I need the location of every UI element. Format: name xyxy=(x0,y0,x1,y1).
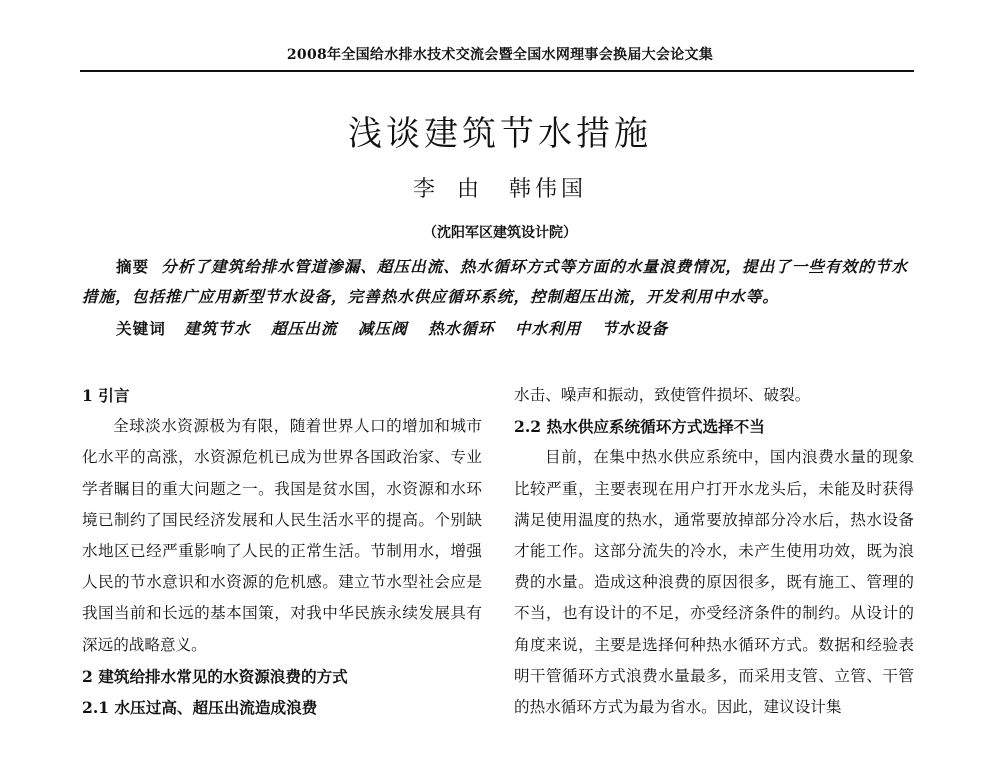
keyword: 减压阀 xyxy=(357,319,408,338)
affiliation: （沈阳军区建筑设计院） xyxy=(423,225,577,241)
subsection-heading: 2.2 热水供应系统循环方式选择不当 xyxy=(514,417,765,437)
body-paragraph: 全球淡水资源极为有限，随着世界人口的增加和城市化水平的高涨，水资源危机已成为世界各国政治家、专业学者瞩目的重大问题之一。我国是贫水国，水资源和水环境已制约了国民经济发展和人民生活水平的提高。个别缺水地区已经严重影响了人民的正常生活。节制用水，增强人民的节水意识和水资源的危机感。建立节水型社会应是我国当前和长远的基本国策，对我中华民族永续发展具有深远的战略意义。 xyxy=(82,417,482,654)
abstract-label: 摘要 xyxy=(116,257,150,276)
keywords-label: 关键词 xyxy=(116,319,166,338)
keyword: 节水设备 xyxy=(601,319,669,338)
section-heading: 2 建筑给排水常见的水资源浪费的方式 xyxy=(82,666,348,686)
abstract-text: 分析了建筑给排水管道渗漏、超压出流、热水循环方式等方面的水量浪费情况，提出了一些有效的节水措施，包括推广应用新型节水设备，完善热水供应循环系统，控制超压出流，开发利用中水等。 xyxy=(82,257,908,306)
keywords xyxy=(116,314,682,344)
author-list xyxy=(0,172,1000,203)
author-name: 韩伟国 xyxy=(509,177,588,202)
running-header: 2008年全国给水排水技术交流会暨全国水网理事会换届大会论文集 xyxy=(286,47,714,63)
header-rule xyxy=(80,70,914,72)
abstract xyxy=(82,252,914,312)
subsection-heading: 2.1 水压过高、超压出流造成浪费 xyxy=(82,698,318,718)
body-paragraph-continued: 水击、噪声和振动，致使管件损坏、破裂。 xyxy=(514,386,811,404)
paper-title: 浅谈建筑节水措施 xyxy=(348,114,652,154)
keyword: 超压出流 xyxy=(271,319,338,338)
keyword: 建筑节水 xyxy=(184,319,251,338)
right-column xyxy=(514,380,914,723)
keyword: 热水循环 xyxy=(428,319,495,338)
keyword: 中水利用 xyxy=(514,319,582,338)
author-name: 李由 xyxy=(412,177,501,202)
body-paragraph: 目前，在集中热水供应系统中，国内浪费水量的现象比较严重，主要表现在用户打开水龙头后，未能及时获得满足使用温度的热水，通常要放掉部分冷水后，热水设备才能工作。这部分流失的冷水，未产生使用功效，既为浪费的水量。造成这种浪费的原因很多，既有施工、管理的不当，也有设计的不足，亦受经济条件的制约。从设计的角度来说，主要是选择何种热水循环方式。数据和经验表明干管循环方式浪费水量最多，而采用支管、立管、干管的热水循环方式为最为省水。因此，建议设计集 xyxy=(514,448,914,717)
left-column xyxy=(82,380,482,723)
section-heading: 1 引言 xyxy=(82,386,130,405)
